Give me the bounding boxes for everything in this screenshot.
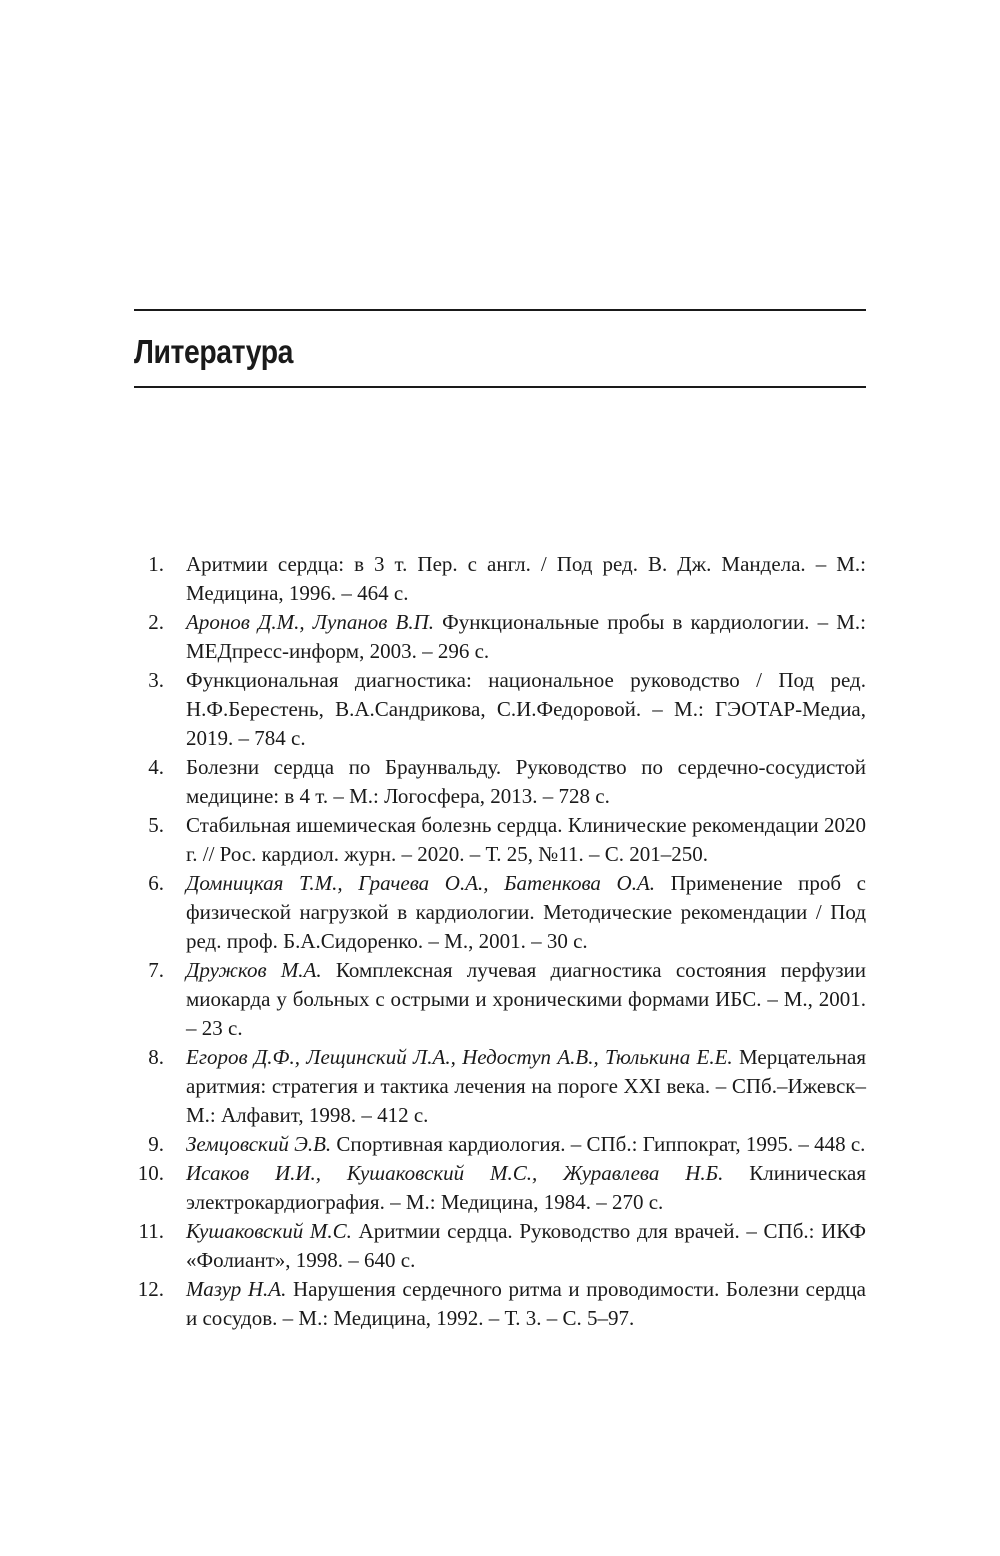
reference-author: Домницкая Т.М., Грачева О.А., Батенкова О.А. [186,871,656,895]
reference-number: 2. [148,610,164,634]
reference-text: Спортивная кардиология. – СПб.: Гиппократ, 1995. – 448 с. [331,1132,866,1156]
reference-number: 12. [137,1277,164,1301]
reference-item [134,1159,866,1217]
reference-text: Функциональные пробы в кардиологии. – М.: МЕДпресс-информ, 2003. – 296 с. [186,610,866,663]
reference-author: Мазур Н.А. [186,1277,287,1301]
heading-top-rule [134,309,866,311]
reference-author: Егоров Д.Ф., Лещинский Л.А., Недоступ А.В., Тюлькина Е.Е. [186,1045,733,1069]
reference-number: 10. [137,1161,164,1185]
reference-item [134,550,866,608]
reference-author: Аронов Д.М., Лупанов В.П. [186,610,434,634]
reference-number: 7. [148,958,164,982]
reference-text: Комплексная лучевая диагностика состояния перфузии миокарда у больных с острыми и хроническими формами ИБС. – М., 2001. – 23 с. [186,958,866,1040]
reference-item [134,1217,866,1275]
reference-item [134,956,866,1043]
reference-author: Исаков И.И., Кушаковский М.С., Журавлева Н.Б. [186,1161,724,1185]
reference-item [134,1043,866,1130]
reference-number: 9. [148,1132,164,1156]
reference-item [134,608,866,666]
reference-number: 4. [148,755,164,779]
reference-item [134,666,866,753]
reference-author: Кушаковский М.С. [186,1219,352,1243]
reference-number: 1. [148,552,164,576]
reference-list [134,550,866,1333]
reference-item [134,753,866,811]
reference-text: Функциональная диагностика: национальное руководство / Под ред. Н.Ф.Берестень, В.А.Сандрикова, С.И.Федоровой. – М.: ГЭОТАР-Медиа, 2019. – 784 с. [186,668,866,750]
reference-number: 8. [148,1045,164,1069]
reference-item [134,1275,866,1333]
reference-text: Стабильная ишемическая болезнь сердца. Клинические рекомендации 2020 г. // Рос. кардиол. журн. – 2020. – Т. 25, №11. – С. 201–250. [186,813,866,866]
reference-item [134,1130,866,1159]
reference-text: Применение проб с физической нагрузкой в кардиологии. Методические рекомендации / Под ред. проф. Б.А.Сидоренко. – М., 2001. – 30 с. [186,871,866,953]
reference-author: Дружков М.А. [186,958,322,982]
reference-text: Аритмии сердца. Руководство для врачей. – СПб.: ИКФ «Фолиант», 1998. – 640 с. [186,1219,866,1272]
reference-item [134,869,866,956]
reference-text: Мерцательная аритмия: стратегия и тактика лечения на пороге XXI века. – СПб.–Ижевск–М.: Алфавит, 1998. – 412 с. [186,1045,866,1127]
reference-number: 5. [148,813,164,837]
reference-author: Земцовский Э.В. [186,1132,332,1156]
reference-text: Нарушения сердечного ритма и проводимости. Болезни сердца и сосудов. – М.: Медицина, 1992. – Т. 3. – С. 5–97. [186,1277,866,1330]
heading-bottom-rule [134,386,866,388]
reference-number: 6. [148,871,164,895]
page-heading: Литература [134,333,294,370]
reference-text: Аритмии сердца: в 3 т. Пер. с англ. / Под ред. В. Дж. Мандела. – М.: Медицина, 1996. – 464 с. [186,552,866,605]
reference-text: Клиническая электрокардиография. – М.: Медицина, 1984. – 270 с. [186,1161,866,1214]
reference-number: 3. [148,668,164,692]
reference-item [134,811,866,869]
reference-number: 11. [138,1219,164,1243]
reference-text: Болезни сердца по Браунвальду. Руководство по сердечно-сосудистой медицине: в 4 т. – М.: Логосфера, 2013. – 728 с. [186,755,866,808]
